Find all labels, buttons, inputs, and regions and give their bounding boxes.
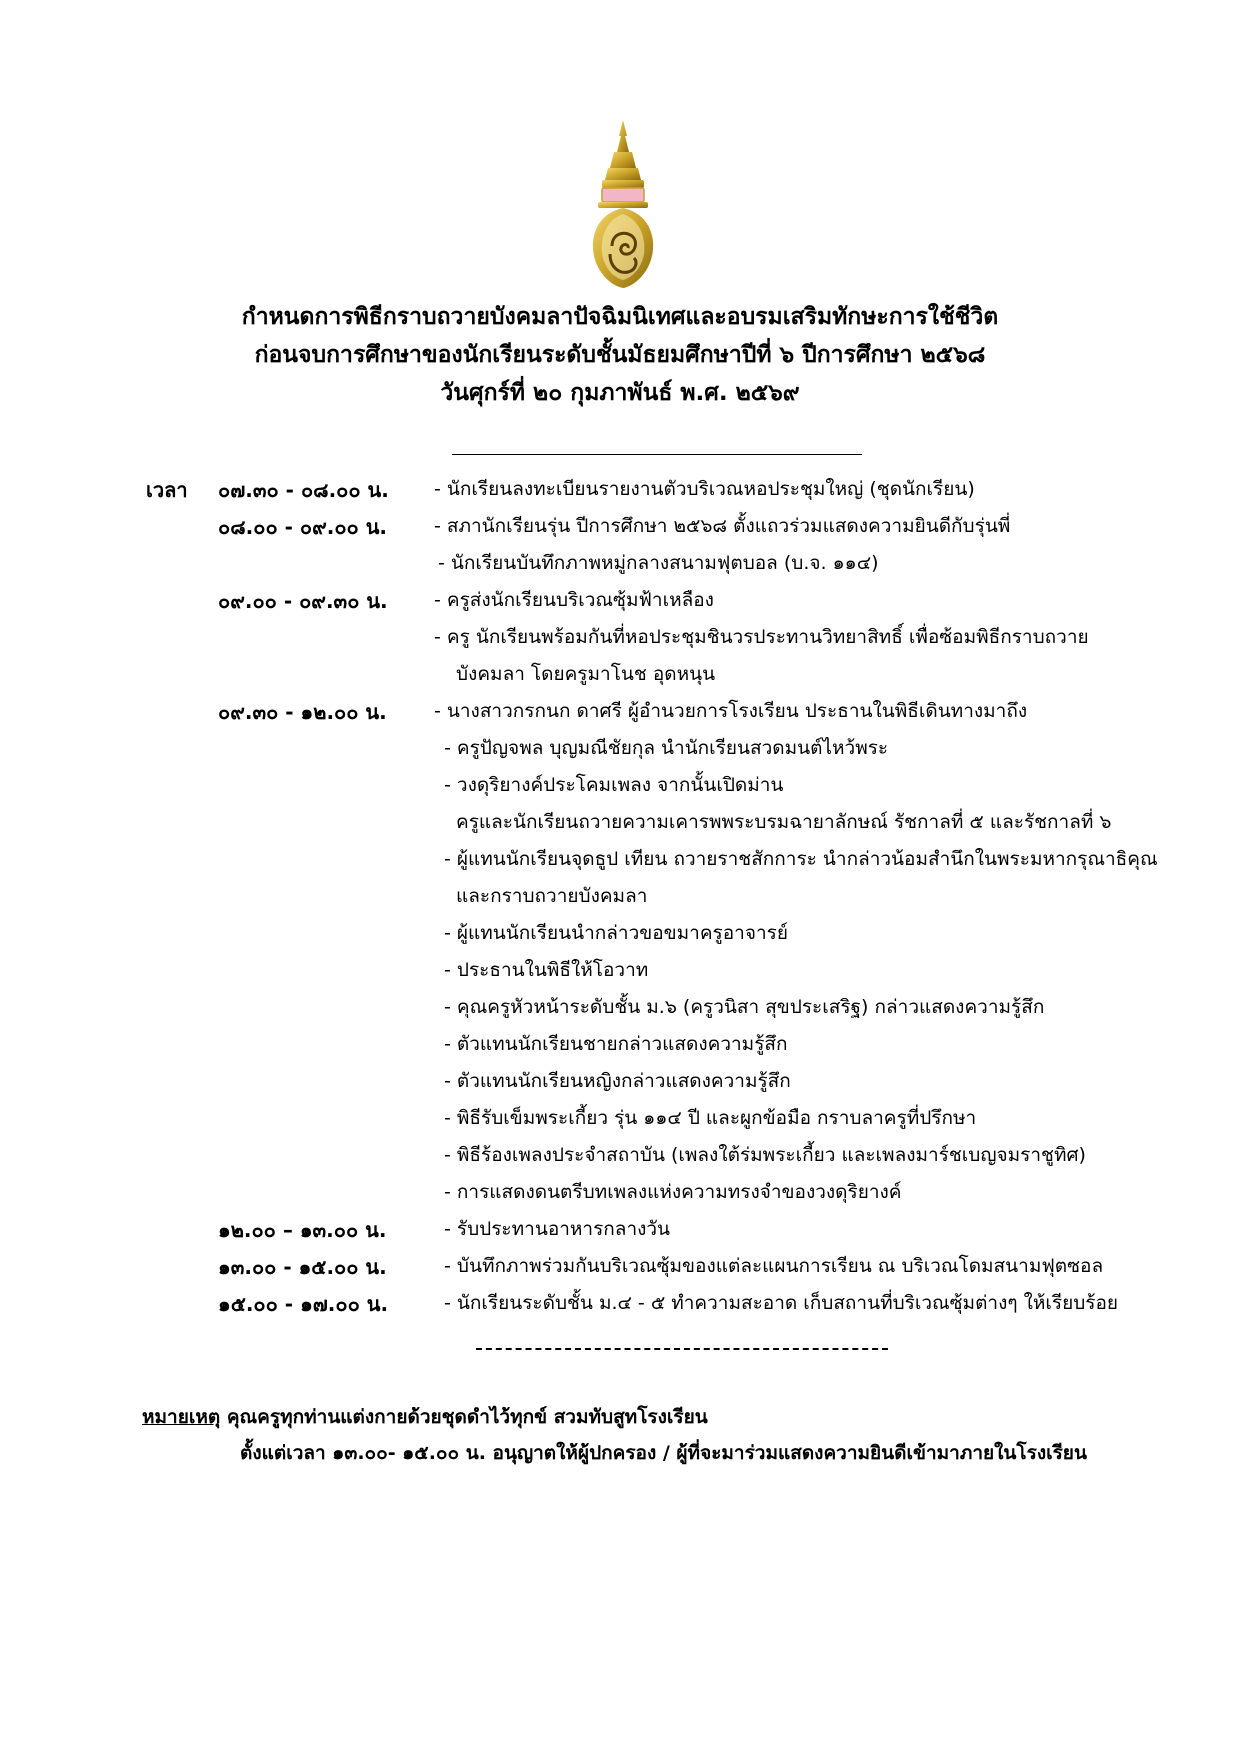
schedule-row	[0, 579, 1240, 616]
note-line-2: ตั้งแต่เวลา ๑๓.๐๐- ๑๕.๐๐ น. อนุญาตให้ผู้ปกครอง / ผู้ที่จะมาร่วมแสดงความยินดีเข้ามาภายในโรงเรียน	[240, 1442, 1087, 1464]
row-item: - พิธีรับเข็มพระเกี้ยว รุ่น ๑๑๔ ปี และผูกข้อมือ กราบลาครูที่ปรึกษา	[444, 1107, 977, 1129]
row-time: ๐๙.๐๐ - ๐๙.๓๐ น.	[218, 589, 388, 613]
schedule-row	[0, 1060, 1240, 1097]
schedule-table	[0, 468, 1240, 1319]
schedule-row	[0, 1208, 1240, 1245]
row-item: - ครู นักเรียนพร้อมกันที่หอประชุมชินวรประทานวิทยาสิทธิ์ เพื่อซ้อมพิธีกราบถวาย	[434, 626, 1089, 648]
row-item: - นักเรียนบันทึกภาพหมู่กลางสนามฟุตบอล (บ.จ. ๑๑๔)	[438, 552, 879, 574]
school-emblem-icon	[588, 118, 658, 290]
row-item: - นักเรียนลงทะเบียนรายงานตัวบริเวณหอประชุมใหญ่ (ชุดนักเรียน)	[434, 478, 975, 500]
row-item: - นักเรียนระดับชั้น ม.๔ - ๕ ทำความสะอาด เก็บสถานที่บริเวณซุ้มต่างๆ ให้เรียบร้อย	[444, 1292, 1119, 1314]
row-item-continued: ครูและนักเรียนถวายความเคารพพระบรมฉายาลักษณ์ รัชกาลที่ ๕ และรัชกาลที่ ๖	[456, 811, 1112, 833]
schedule-row	[0, 653, 1240, 690]
row-time: ๐๗.๓๐ - ๐๘.๐๐ น.	[218, 478, 389, 502]
row-time: ๑๓.๐๐ - ๑๕.๐๐ น.	[218, 1255, 387, 1279]
row-time: ๐๘.๐๐ - ๐๙.๐๐ น.	[218, 515, 387, 539]
row-item: - คุณครูหัวหน้าระดับชั้น ม.๖ (ครูวนิสา สุขประเสริฐ) กล่าวแสดงความรู้สึก	[444, 996, 1045, 1018]
row-item: - รับประทานอาหารกลางวัน	[444, 1218, 671, 1240]
document-title	[0, 298, 1240, 412]
row-item: - ผู้แทนนักเรียนจุดธูป เทียน ถวายราชสักการะ นำกล่าวน้อมสำนึกในพระมหากรุณาธิคุณ	[444, 848, 1158, 870]
row-item: - ตัวแทนนักเรียนหญิงกล่าวแสดงความรู้สึก	[444, 1070, 791, 1092]
schedule-row	[0, 764, 1240, 801]
schedule-row	[0, 801, 1240, 838]
schedule-row	[0, 1171, 1240, 1208]
schedule-row	[0, 1282, 1240, 1319]
schedule-row	[0, 986, 1240, 1023]
row-item-continued: บังคมลา โดยครูมาโนช อุดหนุน	[456, 663, 716, 685]
note-line-1	[142, 1402, 708, 1432]
row-item: - ผู้แทนนักเรียนนำกล่าวขอขมาครูอาจารย์	[444, 922, 788, 944]
schedule-row	[0, 1245, 1240, 1282]
schedule-row	[0, 542, 1240, 579]
row-item: - นางสาวกรกนก ดาศรี ผู้อำนวยการโรงเรียน ประธานในพิธีเดินทางมาถึง	[434, 700, 1028, 722]
title-line-2: ก่อนจบการศึกษาของนักเรียนระดับชั้นมัธยมศึกษาปีที่ ๖ ปีการศึกษา ๒๕๖๘	[254, 342, 986, 368]
row-time: ๑๕.๐๐ - ๑๗.๐๐ น.	[218, 1292, 389, 1316]
schedule-row	[0, 912, 1240, 949]
schedule-row	[0, 1097, 1240, 1134]
schedule-row	[0, 949, 1240, 986]
schedule-row	[0, 727, 1240, 764]
schedule-row	[0, 1134, 1240, 1171]
row-item: - บันทึกภาพร่วมกันบริเวณซุ้มของแต่ละแผนการเรียน ณ บริเวณโดมสนามฟุตซอล	[444, 1255, 1104, 1277]
schedule-row	[0, 690, 1240, 727]
title-line-3: วันศุกร์ที่ ๒๐ กุมภาพันธ์ พ.ศ. ๒๕๖๙	[440, 380, 800, 406]
schedule-row	[0, 1023, 1240, 1060]
row-item: - ครูปัญจพล บุญมณีชัยกุล นำนักเรียนสวดมนต์ไหว้พระ	[444, 737, 889, 759]
row-item: - สภานักเรียนรุ่น ปีการศึกษา ๒๕๖๘ ตั้งแถวร่วมแสดงความยินดีกับรุ่นพี่	[434, 515, 1011, 537]
row-item: - ครูส่งนักเรียนบริเวณซุ้มฟ้าเหลือง	[434, 589, 714, 611]
note-label: หมายเหตุ	[142, 1406, 221, 1428]
row-item-continued: และกราบถวายบังคมลา	[456, 885, 648, 907]
section-divider	[476, 1348, 888, 1350]
row-time: ๑๒.๐๐ – ๑๓.๐๐ น.	[218, 1218, 387, 1242]
row-item: - การแสดงดนตรีบทเพลงแห่งความทรงจำของวงดุริยางค์	[444, 1181, 902, 1203]
row-item: - พิธีร้องเพลงประจำสถาบัน (เพลงใต้ร่มพระเกี้ยว และเพลงมาร์ชเบญจมราชูทิศ)	[444, 1144, 1086, 1166]
schedule-row	[0, 838, 1240, 875]
note-text-1: คุณครูทุกท่านแต่งกายด้วยชุดดำไว้ทุกข์ สวมทับสูทโรงเรียน	[226, 1406, 708, 1428]
schedule-row	[0, 616, 1240, 653]
time-label: เวลา	[146, 478, 188, 502]
row-time: ๐๙.๓๐ - ๑๒.๐๐ น.	[218, 700, 387, 724]
schedule-row	[0, 468, 1240, 505]
schedule-row	[0, 875, 1240, 912]
schedule-row	[0, 505, 1240, 542]
title-line-1: กำหนดการพิธีกราบถวายบังคมลาปัจฉิมนิเทศและอบรมเสริมทักษะการใช้ชีวิต	[241, 304, 999, 330]
row-item: - วงดุริยางค์ประโคมเพลง จากนั้นเปิดม่าน	[444, 774, 784, 796]
row-item: - ตัวแทนนักเรียนชายกล่าวแสดงความรู้สึก	[444, 1033, 788, 1055]
row-item: - ประธานในพิธีให้โอวาท	[444, 959, 649, 981]
title-underline	[452, 454, 862, 455]
